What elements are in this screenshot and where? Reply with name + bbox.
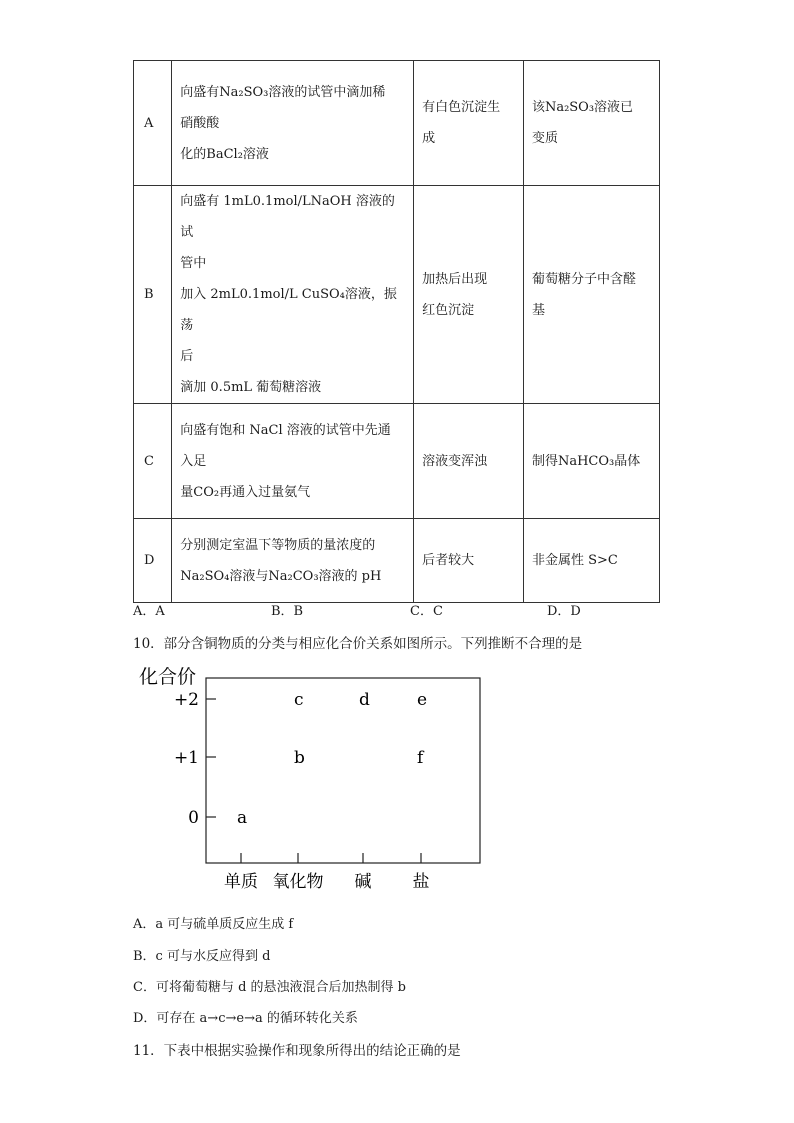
operation-line: 化的BaCl₂溶液 [180, 146, 269, 162]
q10-option-c[interactable]: C．可将葡萄糖与 d 的悬浊液混合后加热制得 b [133, 980, 406, 995]
conclusion-cell [523, 186, 659, 404]
conclusion-line: 非金属性 S>C [531, 553, 618, 568]
operation-line: 管中 [180, 256, 207, 271]
operation-line: 向盛有Na₂SO₃溶液的试管中滴加稀 [180, 84, 386, 100]
chart-ylabel: 化合价 [139, 666, 197, 688]
table-row [134, 519, 660, 603]
x-axis-ticks [224, 853, 430, 892]
x-tick-label: 碱 [354, 872, 372, 892]
conclusion-line: 变质 [531, 131, 558, 146]
conclusion-line: 葡萄糖分子中含醛 [531, 271, 636, 287]
q10-question: 10．部分含铜物质的分类与相应化合价关系如图所示。下列推断不合理的是 [133, 636, 583, 652]
conclusion-line: 基 [531, 302, 545, 318]
point-f: f [417, 748, 424, 768]
operation-line: Na₂SO₄溶液与Na₂CO₃溶液的 pH [180, 568, 382, 584]
choice-b[interactable]: B．B [271, 604, 304, 619]
phenomenon-cell [414, 404, 524, 519]
operation-line: 向盛有 1mL0.1mol/LNaOH 溶液的试 [180, 194, 395, 240]
point-e: e [417, 690, 428, 710]
point-a: a [237, 808, 248, 828]
operation-line: 硝酸酸 [180, 115, 220, 131]
y-tick-label: 0 [188, 808, 199, 828]
conclusion-line: 制得NaHCO₃晶体 [531, 453, 641, 469]
operation-cell [172, 61, 414, 186]
operation-line: 向盛有饱和 NaCl 溶液的试管中先通 [180, 422, 391, 438]
y-tick-label: +2 [173, 690, 199, 710]
y-tick-label: +1 [173, 748, 199, 768]
q9-table [133, 60, 660, 603]
table-row [134, 61, 660, 186]
x-tick-label: 盐 [412, 872, 430, 892]
operation-cell [172, 186, 414, 404]
row-label: B [134, 186, 172, 404]
conclusion-cell [523, 61, 659, 186]
point-d: d [359, 690, 370, 710]
operation-cell [172, 519, 414, 603]
q10-option-a[interactable]: A．a 可与硫单质反应生成 f [133, 917, 294, 932]
operation-line: 加入 2mL0.1mol/L CuSO₄溶液，振荡 [180, 287, 397, 333]
phenomenon-cell [414, 61, 524, 186]
phenomenon-line: 有白色沉淀生 [422, 100, 501, 115]
operation-line: 分别测定室温下等物质的量浓度的 [180, 537, 376, 553]
data-points [237, 690, 427, 828]
choice-d[interactable]: D．D [547, 604, 581, 619]
q11-question: 11．下表中根据实验操作和现象所得出的结论正确的是 [133, 1043, 461, 1059]
point-c: c [294, 690, 304, 710]
row-label: A [134, 61, 172, 186]
q10-option-d[interactable]: D．可存在 a→c→e→a 的循环转化关系 [133, 1011, 358, 1026]
row-label: C [134, 404, 172, 519]
y-axis-ticks [174, 690, 216, 828]
plot-frame [206, 678, 480, 863]
phenomenon-line: 后者较大 [422, 553, 475, 568]
phenomenon-cell [414, 519, 524, 603]
conclusion-cell [523, 404, 659, 519]
choice-a[interactable]: A．A [133, 604, 165, 619]
operation-line: 量CO₂再通入过量氨气 [180, 484, 311, 500]
table-row [134, 404, 660, 519]
phenomenon-line: 溶液变浑浊 [422, 453, 488, 469]
operation-cell [172, 404, 414, 519]
q10-option-b[interactable]: B．c 可与水反应得到 d [133, 949, 271, 964]
conclusion-cell [523, 519, 659, 603]
valence-chart [133, 660, 493, 895]
conclusion-line: 该Na₂SO₃溶液已 [531, 100, 634, 115]
row-label: D [134, 519, 172, 603]
operation-line: 入足 [180, 453, 207, 469]
table-row [134, 186, 660, 404]
phenomenon-line: 红色沉淀 [422, 302, 475, 318]
choice-c[interactable]: C．C [410, 604, 443, 619]
operation-line: 后 [180, 349, 194, 364]
phenomenon-line: 加热后出现 [422, 271, 488, 287]
phenomenon-line: 成 [422, 131, 436, 146]
point-b: b [294, 748, 305, 768]
x-tick-label: 单质 [224, 872, 258, 892]
phenomenon-cell [414, 186, 524, 404]
operation-line: 滴加 0.5mL 葡萄糖溶液 [180, 380, 322, 395]
x-tick-label: 氧化物 [272, 872, 324, 892]
